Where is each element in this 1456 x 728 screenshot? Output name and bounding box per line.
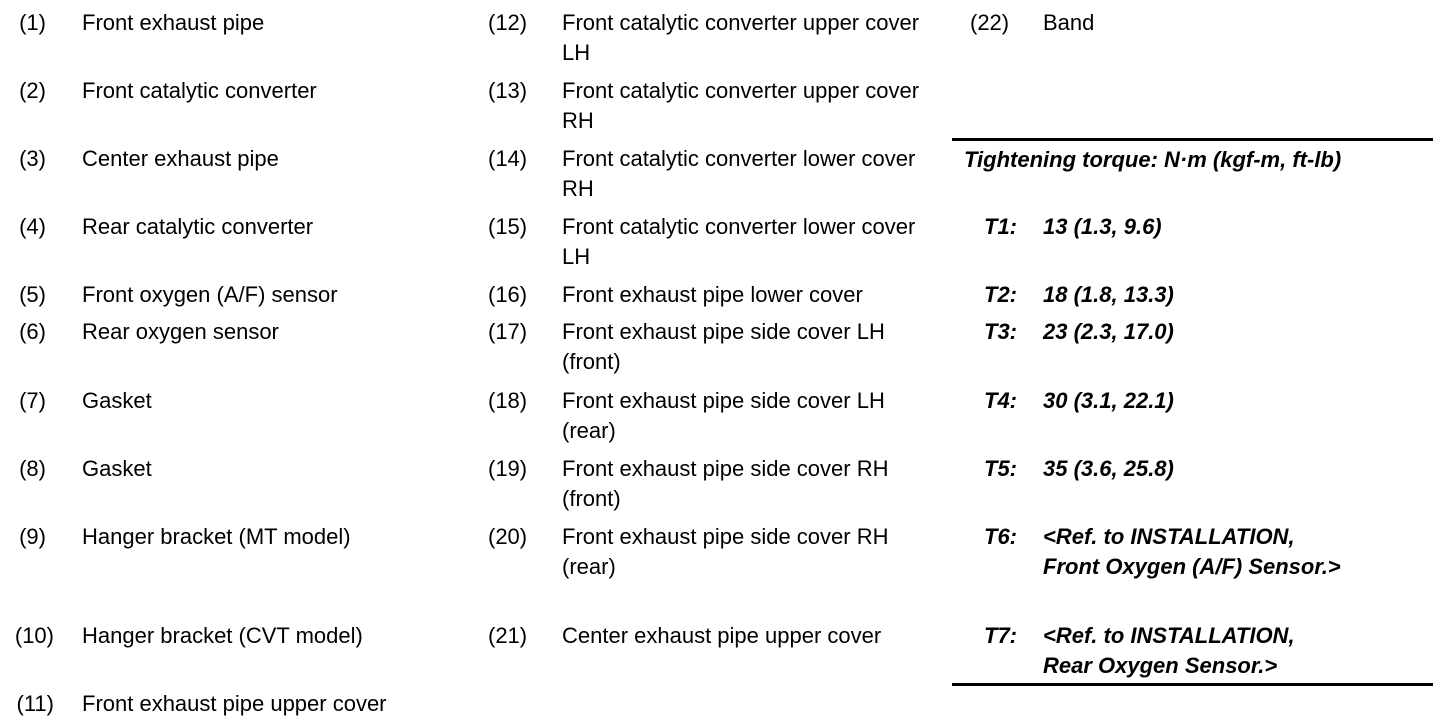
torque-code: T7: bbox=[984, 623, 1017, 648]
part-name: Center exhaust pipe bbox=[82, 146, 279, 171]
part-number: (1) bbox=[19, 10, 46, 35]
part-name: Front exhaust pipe upper cover bbox=[82, 691, 387, 716]
part-number: (15) bbox=[488, 214, 528, 239]
part-number: (14) bbox=[488, 146, 528, 171]
torque-code: T6: bbox=[984, 524, 1017, 549]
part-name: Rear oxygen sensor bbox=[82, 319, 279, 344]
part-name: Front oxygen (A/F) sensor bbox=[82, 282, 338, 307]
part-number: (12) bbox=[488, 10, 528, 35]
part-name: Front catalytic converter upper cover RH bbox=[562, 78, 920, 133]
part-name: Front catalytic converter lower cover LH bbox=[562, 214, 916, 269]
part-name: Front exhaust pipe side cover RH (front) bbox=[562, 456, 889, 511]
part-name: Front catalytic converter lower cover RH bbox=[562, 146, 916, 201]
part-number: (20) bbox=[488, 524, 528, 549]
part-number: (9) bbox=[19, 524, 46, 549]
part-number: (11) bbox=[16, 691, 54, 716]
part-name: Gasket bbox=[82, 388, 152, 413]
part-name: Hanger bracket (CVT model) bbox=[82, 623, 363, 648]
part-name: Front exhaust pipe side cover LH (rear) bbox=[562, 388, 885, 443]
part-name: Hanger bracket (MT model) bbox=[82, 524, 351, 549]
part-name: Gasket bbox=[82, 456, 152, 481]
torque-table-bottom-rule bbox=[952, 683, 1433, 686]
part-number: (10) bbox=[14, 623, 54, 648]
part-name: Front exhaust pipe side cover LH (front) bbox=[562, 319, 885, 374]
part-number: (6) bbox=[19, 319, 46, 344]
torque-code: T4: bbox=[984, 388, 1017, 413]
part-number: (18) bbox=[488, 388, 528, 413]
part-number: (4) bbox=[19, 214, 46, 239]
part-number: (22) bbox=[970, 10, 1010, 35]
torque-value: <Ref. to INSTALLATION, Front Oxygen (A/F) Sensor.> bbox=[1043, 524, 1341, 579]
part-name: Front exhaust pipe lower cover bbox=[562, 282, 863, 307]
torque-code: T5: bbox=[984, 456, 1017, 481]
torque-value: 30 (3.1, 22.1) bbox=[1043, 388, 1174, 413]
part-number: (21) bbox=[488, 623, 528, 648]
part-number: (3) bbox=[19, 146, 46, 171]
part-name: Front exhaust pipe bbox=[82, 10, 265, 35]
part-name: Front catalytic converter upper cover LH bbox=[562, 10, 920, 65]
torque-code: T1: bbox=[984, 214, 1017, 239]
torque-value: 13 (1.3, 9.6) bbox=[1043, 214, 1162, 239]
part-number: (7) bbox=[19, 388, 46, 413]
part-number: (17) bbox=[488, 319, 528, 344]
part-name: Rear catalytic converter bbox=[82, 214, 314, 239]
part-number: (5) bbox=[19, 282, 46, 307]
part-name: Band bbox=[1043, 10, 1095, 35]
torque-table-top-rule bbox=[952, 138, 1433, 141]
torque-heading: Tightening torque: N·m (kgf-m, ft-lb) bbox=[964, 147, 1342, 172]
part-number: (19) bbox=[488, 456, 528, 481]
torque-code: T3: bbox=[984, 319, 1017, 344]
part-name: Front catalytic converter bbox=[82, 78, 317, 103]
torque-code: T2: bbox=[984, 282, 1017, 307]
part-number: (8) bbox=[19, 456, 46, 481]
part-number: (13) bbox=[488, 78, 528, 103]
part-name: Center exhaust pipe upper cover bbox=[562, 623, 882, 648]
part-number: (16) bbox=[488, 282, 528, 307]
part-number: (2) bbox=[19, 78, 46, 103]
torque-value: 35 (3.6, 25.8) bbox=[1043, 456, 1174, 481]
part-name: Front exhaust pipe side cover RH (rear) bbox=[562, 524, 889, 579]
torque-value: 18 (1.8, 13.3) bbox=[1043, 282, 1174, 307]
torque-value: 23 (2.3, 17.0) bbox=[1043, 319, 1174, 344]
torque-value: <Ref. to INSTALLATION, Rear Oxygen Sensor.> bbox=[1043, 623, 1295, 678]
